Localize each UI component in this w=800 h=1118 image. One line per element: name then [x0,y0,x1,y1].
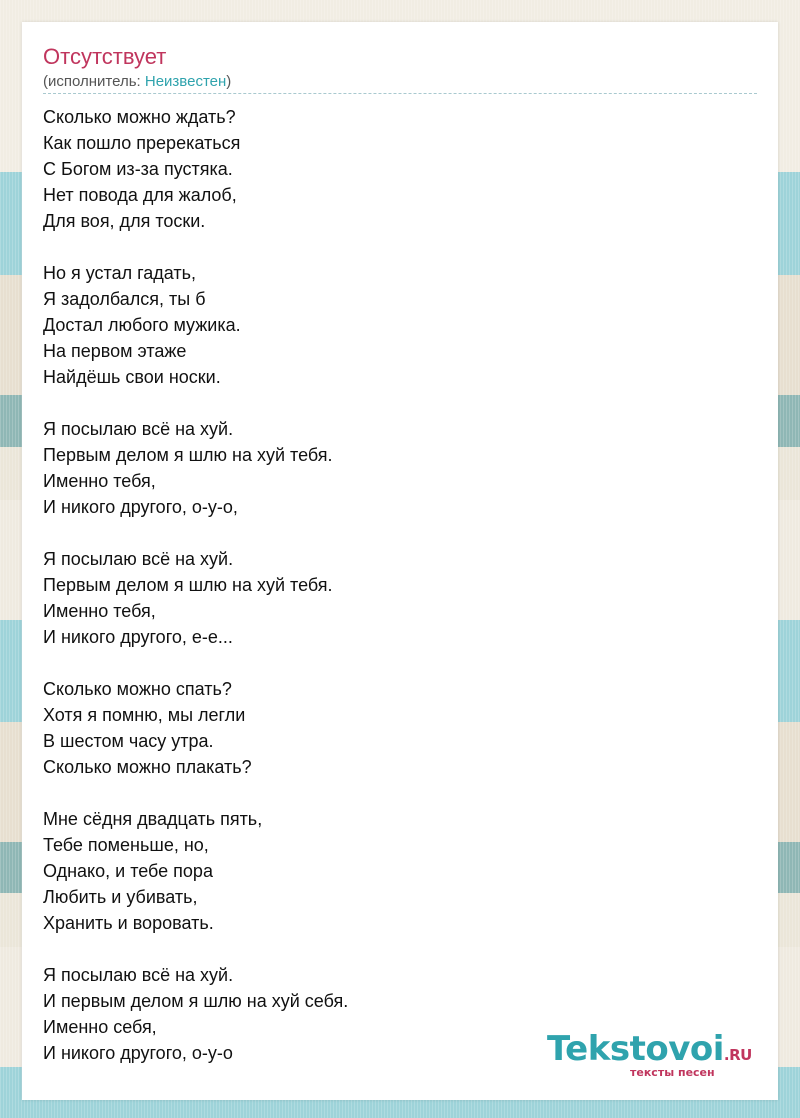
lyrics-line: Нет повода для жалоб, [43,185,237,205]
lyrics-line: Я посылаю всё на хуй. [43,419,234,439]
lyrics-line: Любить и убивать, [43,887,198,907]
lyrics-line: Найдёшь свои носки. [43,367,221,387]
lyrics-line: Я посылаю всё на хуй. [43,549,234,569]
lyrics-stanza [43,104,743,234]
lyrics-line: Хотя я помню, мы легли [43,705,246,725]
logo-tagline: тексты песен [630,1066,715,1079]
lyrics-stanza [43,260,743,390]
lyrics-line: Именно тебя, [43,601,156,621]
lyrics-line: И никого другого, е-е... [43,627,233,647]
lyrics-line: В шестом часу утра. [43,731,214,751]
lyrics-line: Сколько можно плакать? [43,757,252,777]
site-logo[interactable] [547,1029,757,1079]
lyrics-line: Хранить и воровать. [43,913,214,933]
lyrics-line: Тебе поменьше, но, [43,835,209,855]
lyrics-line: Для воя, для тоски. [43,211,206,231]
lyrics-line: И никого другого, о-у-о [43,1043,233,1063]
lyrics-line: Сколько можно спать? [43,679,232,699]
artist-link[interactable]: Неизвестен [144,73,227,90]
lyrics-line: И никого другого, о-у-о, [43,497,238,517]
lyrics-line: И первым делом я шлю на хуй себя. [43,991,349,1011]
lyrics-line: Достал любого мужика. [43,315,241,335]
lyrics-line: Именно тебя, [43,471,156,491]
lyrics-stanza [43,546,743,650]
lyrics-stanza [43,676,743,780]
logo-domain-suffix: .RU [723,1046,752,1064]
lyrics-stanza [43,416,743,520]
lyrics-line: Сколько можно ждать? [43,107,236,127]
lyrics-line: Однако, и тебе пора [43,861,213,881]
lyrics-line: Первым делом я шлю на хуй тебя. [43,445,333,465]
lyrics-stanza [43,806,743,936]
artist-line [43,73,231,91]
logo-main-text: Tekstovoi [547,1029,724,1069]
lyrics-line: Как пошло пререкаться [43,133,241,153]
song-title: Отсутствует [43,44,167,69]
lyrics-line: Мне сёдня двадцать пять, [43,809,263,829]
lyrics-line: Я посылаю всё на хуй. [43,965,234,985]
lyrics-line: Я задолбался, ты б [43,289,206,309]
lyrics-line: Именно себя, [43,1017,157,1037]
lyrics-line: Первым делом я шлю на хуй тебя. [43,575,333,595]
lyrics-line: Но я устал гадать, [43,263,197,283]
lyrics-page [22,22,778,1100]
artist-prefix: (исполнитель: [43,73,145,90]
lyrics-line: На первом этаже [43,341,187,361]
lyrics-line: С Богом из-за пустяка. [43,159,233,179]
divider [43,93,757,94]
artist-suffix: ) [226,73,232,90]
lyrics-body [43,104,743,1092]
